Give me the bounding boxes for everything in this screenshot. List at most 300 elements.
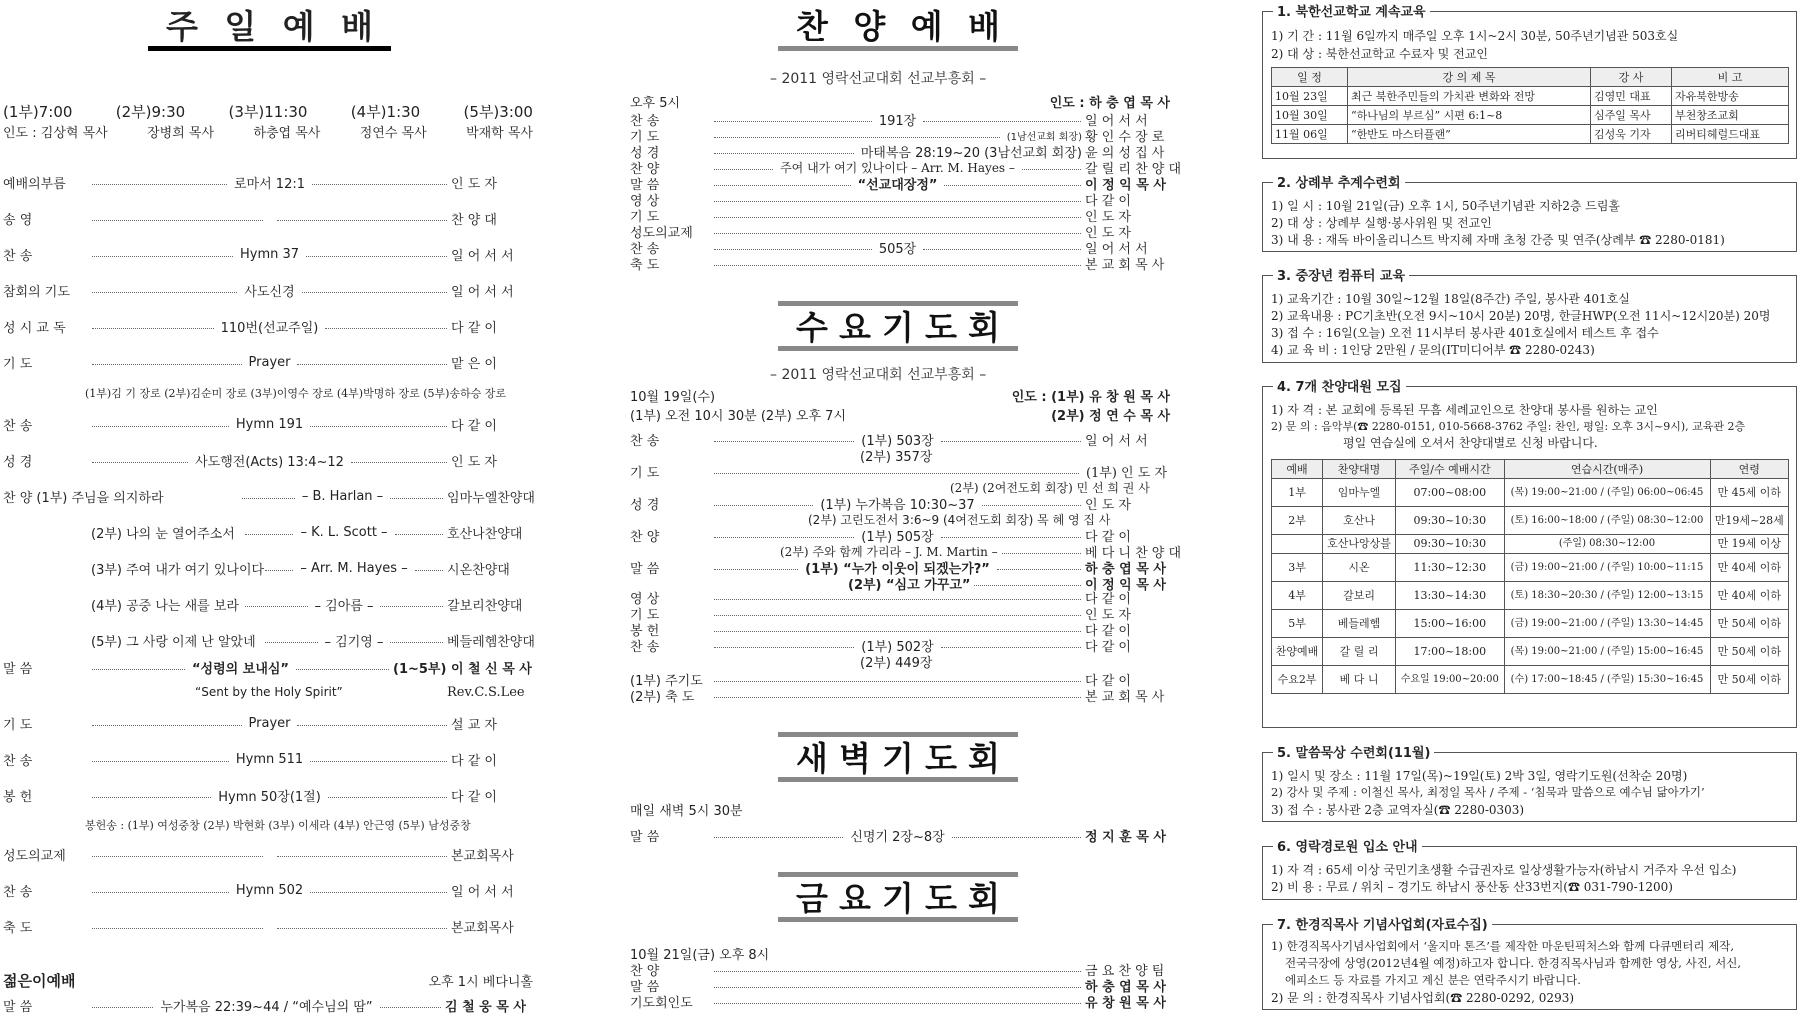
choir-row	[3, 559, 533, 577]
order-label: 영 상	[630, 592, 660, 607]
praise-time: 오후 5시	[630, 95, 681, 111]
table-cell: 11:30~12:30	[1396, 554, 1504, 582]
order-content: 신명기 2장~8장	[850, 829, 945, 845]
order-person: 윤 의 성 집 사	[1085, 146, 1165, 161]
table-cell: 09:30~10:30	[1396, 535, 1504, 554]
table-cell: “한반도 마스터플랜”	[1348, 125, 1591, 144]
choir-composer: – 김아름 –	[314, 598, 374, 614]
title-glyph: 주	[166, 6, 198, 46]
order-row	[3, 451, 533, 469]
service-leader: 박재학 목사	[466, 126, 533, 141]
order-person: 인 도 자	[1085, 226, 1131, 241]
order-label: 말 씀	[630, 980, 660, 995]
choir-song: (3부) 주여 내가 여기 있나이다	[91, 562, 265, 578]
notice-line: 2) 대 상 : 북한선교학교 수료자 및 전교인	[1271, 47, 1488, 61]
notice-choir-recruit	[1262, 380, 1797, 728]
order-person: 이 정 익 목 사	[1085, 178, 1166, 193]
service-leader: 하충엽 목사	[253, 126, 321, 141]
table-header: 비 고	[1671, 68, 1788, 87]
order-row	[3, 245, 533, 263]
notice-word-retreat	[1262, 746, 1797, 822]
title-glyph: 기	[882, 878, 914, 918]
order-person: 정 지 훈 목 사	[1085, 829, 1166, 845]
notice-heading: 3. 중장년 컴퓨터 교육	[1273, 265, 1409, 284]
table-row	[1272, 535, 1789, 554]
table-cell: 호산나앙상블	[1323, 535, 1396, 554]
prayer-people: (1부)김 기 장로 (2부)김순미 장로 (3부)이영수 장로 (4부)박명하 장로 (5부)송하승 장로	[85, 387, 507, 400]
sermon-title: “성령의 보내심”	[192, 661, 289, 677]
table-header: 연습시간(매주)	[1504, 460, 1710, 479]
order-content: Prayer	[248, 715, 291, 731]
order-content: 505장	[878, 242, 917, 257]
choir-name: 호산나찬양대	[447, 526, 523, 542]
notice-heading: 7. 한경직목사 기념사업회(자료수집)	[1273, 914, 1492, 933]
notice-line: 평일 연습실에 오셔서 찬양대별로 신청 바랍니다.	[1343, 436, 1598, 450]
order-label: 찬 송	[630, 242, 660, 257]
table-cell: 10월 23일	[1272, 87, 1348, 106]
notice-north-korea-mission	[1262, 5, 1797, 159]
order-label: 참회의 기도	[3, 284, 70, 300]
order-row	[3, 881, 533, 899]
dawn-prayer-banner	[778, 732, 1018, 782]
table-row	[1272, 125, 1789, 144]
table-cell: 만19세~28세	[1710, 507, 1789, 535]
order-content: 사도행전(Acts) 13:4~12	[195, 454, 344, 470]
order-person: 다 같 이	[1085, 674, 1131, 689]
order-content: “선교대장정”	[857, 178, 938, 193]
order-label: 성 경	[630, 497, 660, 513]
notice-line: 3) 접 수 : 봉사관 2층 교역자실(☎ 2280-0303)	[1271, 803, 1525, 817]
order-label: 봉 헌	[3, 789, 33, 805]
order-label: (2부) 축 도	[630, 690, 695, 705]
table-cell: 3부	[1272, 554, 1323, 582]
order-label: 기 도	[630, 608, 660, 623]
notice-heading: 1. 북한선교학교 계속교육	[1273, 1, 1430, 20]
table-cell: 13:30~14:30	[1396, 582, 1504, 610]
wednesday-leader: 인도 : (1부) 유 창 원 목 사	[1011, 389, 1170, 405]
order-person: 하 충 엽 목 사	[1085, 561, 1166, 577]
order-row	[3, 317, 533, 335]
order-label: 말 씀	[630, 829, 660, 845]
notice-line: 1) 자 격 : 본 교회에 등록된 무흠 세례교인으로 찬양대 봉사를 원하는 교인	[1271, 403, 1658, 417]
order-person: 인 도 자	[451, 176, 497, 192]
service-leader: 정연수 목사	[359, 126, 427, 141]
service-time: (5부)3:00	[463, 103, 533, 121]
order-label: 성도의교제	[3, 848, 66, 864]
youth-sermon-preacher: 김 철 웅 목 사	[445, 999, 526, 1015]
choir-composer: – B. Harlan –	[301, 488, 384, 504]
order-content: 110번(선교주일)	[220, 320, 319, 336]
table-header: 강 사	[1590, 68, 1671, 87]
table-header-row	[1272, 460, 1789, 479]
order-content: Hymn 191	[235, 416, 304, 432]
order-label: 말 씀	[630, 178, 660, 193]
order-content: Hymn 37	[239, 246, 300, 262]
title-glyph: 양	[853, 6, 886, 46]
table-cell: 만 19세 이상	[1710, 535, 1789, 554]
table-cell: 11월 06일	[1272, 125, 1348, 144]
choir-table	[1271, 459, 1789, 694]
title-glyph: 배	[341, 6, 373, 46]
table-header-row	[1272, 68, 1789, 87]
choir-composer: – K. L. Scott –	[300, 524, 388, 540]
notice-computer-education	[1262, 269, 1797, 363]
order-content: Hymn 502	[235, 882, 304, 898]
table-cell: 2부	[1272, 507, 1323, 535]
notice-heading: 6. 영락경로원 입소 안내	[1273, 836, 1422, 855]
praise-header	[630, 92, 1170, 110]
youth-service-title: 젊은이예배	[3, 971, 76, 990]
table-row	[1272, 582, 1789, 610]
order-label: 기 도	[630, 210, 660, 225]
order-content: (2부) 357장	[860, 449, 933, 465]
table-cell: 만 50세 이하	[1710, 666, 1789, 694]
choir-song: 찬 양 (1부) 주님을 의지하라	[3, 490, 164, 506]
order-label: 기도회인도	[630, 996, 693, 1011]
order-content: Hymn 50장(1절)	[218, 789, 321, 805]
order-content: (1부) “누가 이웃이 되겠는가?”	[805, 561, 990, 577]
order-person: 인 도 자	[451, 454, 497, 470]
lecture-table	[1271, 67, 1789, 144]
friday-date: 10월 21일(금) 오후 8시	[630, 947, 770, 963]
order-label: 기 도	[630, 465, 660, 481]
order-content: Prayer	[248, 354, 291, 370]
order-row	[3, 415, 533, 433]
notice-nursing-home	[1262, 840, 1797, 900]
table-cell: 09:30~10:30	[1396, 507, 1504, 535]
order-person: 유 창 원 목 사	[1085, 996, 1166, 1011]
table-row	[1272, 638, 1789, 666]
notice-memorial-society	[1262, 918, 1797, 1010]
order-person: 인 도 자	[1085, 497, 1131, 513]
praise-leader: 인도 : 하 충 엽 목 사	[1049, 95, 1170, 111]
youth-sermon-title: 누가복음 22:39~44 / “예수님의 땀”	[160, 999, 373, 1015]
order-person: 다 같 이	[1085, 194, 1131, 209]
order-row	[630, 994, 1170, 1009]
order-label: (1부) 주기도	[630, 674, 703, 689]
notice-line: 1) 교육기간 : 10월 30일~12월 18일(8주간) 주일, 봉사관 401호실	[1271, 292, 1630, 306]
title-glyph: 기	[882, 738, 914, 778]
order-person: 금 요 찬 양 팀	[1085, 964, 1165, 979]
table-cell: 최근 북한주민들의 가치관 변화와 전망	[1348, 87, 1591, 106]
title-glyph: 찬	[796, 6, 828, 46]
order-content: 주여 내가 여기 있나이다 – Arr. M. Hayes –	[780, 161, 1015, 175]
title-glyph: 기	[882, 307, 914, 347]
wednesday-title	[778, 307, 1018, 347]
order-person: 다 같 이	[1085, 640, 1131, 655]
table-cell: 부천창조교회	[1671, 106, 1788, 125]
dawn-prayer-title	[778, 738, 1018, 778]
youth-sermon-row	[3, 996, 533, 1014]
order-label: 축 도	[3, 920, 33, 936]
table-cell: (금) 19:00~21:00 / (주일) 13:30~14:45	[1504, 610, 1710, 638]
choir-row	[3, 595, 533, 613]
sunday-service-banner	[148, 0, 391, 51]
table-cell: (금) 19:00~21:00 / (주일) 10:00~11:15	[1504, 554, 1710, 582]
title-glyph: 회	[968, 878, 1000, 918]
notice-line: 1) 자 격 : 65세 이상 국민기초생활 수급권자로 일상생활가능자(하남시 거주자 우선 입소)	[1271, 863, 1737, 877]
table-header: 일 정	[1272, 68, 1348, 87]
order-person: 다 같 이	[451, 753, 497, 769]
title-glyph: 예	[282, 6, 315, 46]
table-cell: 만 40세 이하	[1710, 554, 1789, 582]
order-person: 갈 릴 리 찬 양 대	[1085, 162, 1182, 177]
order-person: 인 도 자	[1085, 608, 1131, 623]
order-content: 사도신경	[244, 284, 295, 300]
notice-line: 2) 비 용 : 무료 / 위치 – 경기도 하남시 풍산동 산33번지(☎ 031-790-1200)	[1271, 880, 1673, 894]
table-row	[1272, 666, 1789, 694]
notice-line: 2) 대 상 : 상례부 실행·봉사위원 및 전교인	[1271, 216, 1492, 230]
order-row	[630, 978, 1170, 993]
order-content: (1부) 누가복음 10:30~37	[820, 497, 975, 513]
service-leaders	[3, 122, 533, 141]
table-header: 주일/수 예배시간	[1396, 460, 1504, 479]
dawn-time: 매일 새벽 5시 30분	[630, 803, 743, 819]
order-person: 일 어 서 서	[451, 284, 514, 300]
table-cell: (수) 17:00~18:45 / (주일) 15:30~16:45	[1504, 666, 1710, 694]
table-cell: “하나님의 부르심” 시편 6:1~8	[1348, 106, 1591, 125]
service-time: (4부)1:30	[350, 103, 421, 121]
table-cell: 리버티헤럴드대표	[1671, 125, 1788, 144]
order-row	[3, 353, 533, 371]
notice-line: 1) 기 간 : 11월 6일까지 매주일 오후 1시~2시 30분, 50주년기념관 503호실	[1271, 29, 1679, 43]
table-cell: 찬양예배	[1272, 638, 1323, 666]
order-person: 이 정 익 목 사	[1085, 577, 1166, 593]
table-cell: 17:00~18:00	[1396, 638, 1504, 666]
service-times	[3, 101, 533, 122]
table-row	[1272, 87, 1789, 106]
order-label: 찬 송	[630, 433, 660, 449]
sermon-english-preacher: Rev.C.S.Lee	[447, 684, 525, 700]
order-row	[3, 281, 533, 299]
table-cell: 만 50세 이하	[1710, 638, 1789, 666]
table-cell: 5부	[1272, 610, 1323, 638]
table-row	[1272, 610, 1789, 638]
youth-service-header	[3, 971, 533, 989]
title-glyph: 수	[796, 307, 828, 347]
service-leader: 장병희 목사	[147, 126, 215, 141]
order-row	[3, 209, 533, 227]
service-time: (3부)11:30	[228, 103, 308, 121]
title-glyph: 회	[968, 307, 1000, 347]
table-row	[1272, 554, 1789, 582]
sermon-row	[3, 658, 533, 676]
order-person: 하 충 엽 목 사	[1085, 980, 1166, 995]
order-person: 일 어 서 서	[1085, 114, 1148, 129]
choir-row	[3, 631, 533, 649]
wednesday-time: (1부) 오전 10시 30분 (2부) 오후 7시	[630, 408, 847, 424]
choir-composer: – 김기영 –	[324, 634, 384, 650]
notice-line: 3) 접 수 : 16일(오늘) 오전 11시부터 봉사관 401호실에서 테스트 후 접수	[1271, 326, 1659, 340]
order-label: 찬 송	[630, 640, 660, 655]
title-glyph: 새	[796, 738, 828, 778]
order-person: 다 같 이	[451, 418, 497, 434]
order-person: 본 교 회 목 사	[1085, 690, 1165, 705]
notice-heading: 5. 말씀묵상 수련회(11월)	[1273, 742, 1434, 761]
order-label: 말 씀	[3, 999, 33, 1015]
table-cell: (토) 18:30~20:30 / (주일) 12:00~13:15	[1504, 582, 1710, 610]
order-content: (1부) 502장	[861, 640, 934, 655]
choir-name: 시온찬양대	[447, 562, 510, 578]
order-content: (2부) 449장	[860, 656, 933, 671]
table-cell: (목) 19:00~21:00 / (주일) 15:00~16:45	[1504, 638, 1710, 666]
order-content: (2부) “심고 가꾸고”	[848, 577, 971, 593]
notice-line: 4) 교 육 비 : 1인당 2만원 / 문의(IT미디어부 ☎ 2280-0243)	[1271, 343, 1595, 357]
order-person: 일 어 서 서	[451, 884, 514, 900]
praise-subtitle: – 2011 영락선교대회 선교부흥회 –	[770, 71, 987, 87]
notice-line: 1) 일 시 : 10월 21일(금) 오후 1시, 50주년기념관 지하2층 드림홀	[1271, 199, 1621, 213]
order-person: 인 도 자	[1085, 210, 1131, 225]
order-person: 찬 양 대	[451, 212, 497, 228]
order-label: 찬 송	[3, 753, 33, 769]
notice-heading: 4. 7개 찬양대원 모집	[1273, 376, 1406, 395]
table-cell: 만 40세 이하	[1710, 582, 1789, 610]
table-cell: 수요2부	[1272, 666, 1323, 694]
order-label: 찬 양	[630, 964, 660, 979]
order-label: 찬 양	[630, 529, 660, 545]
title-glyph: 도	[925, 878, 957, 918]
wednesday-subtitle: – 2011 영락선교대회 선교부흥회 –	[770, 367, 987, 383]
table-header: 강 의 제 목	[1348, 68, 1591, 87]
notice-funeral-retreat	[1262, 176, 1797, 252]
choir-name: 갈보리찬양대	[447, 598, 523, 614]
choir-row	[3, 523, 533, 541]
order-label: 성 경	[3, 454, 33, 470]
order-row	[3, 750, 533, 768]
praise-service-banner	[778, 0, 1018, 51]
order-label: 찬 송	[3, 248, 33, 264]
order-person: 다 같 이	[451, 320, 497, 336]
order-person: 본 교 회 목 사	[1085, 258, 1165, 273]
order-person: 다 같 이	[1085, 529, 1131, 545]
table-cell: 호산나	[1323, 507, 1396, 535]
title-glyph: 요	[839, 878, 871, 918]
title-glyph: 일	[224, 6, 257, 46]
friday-prayer-banner	[778, 872, 1018, 922]
table-cell: (토) 16:00~18:00 / (주일) 08:30~12:00	[1504, 507, 1710, 535]
table-row	[1272, 479, 1789, 507]
choir-name: 베들레헴찬양대	[447, 634, 535, 650]
table-cell: 10월 30일	[1272, 106, 1348, 125]
title-glyph: 도	[925, 307, 957, 347]
table-row	[1272, 507, 1789, 535]
order-content: (2부) 주와 함께 가리라 – J. M. Martin –	[780, 544, 998, 559]
notice-line: 전국극장에 상영(2012년4월 예정)하고자 합니다. 한경직목사님과 함께한 영상, 사진, 서신,	[1285, 956, 1742, 970]
dawn-sermon-row	[630, 826, 1170, 844]
order-row	[3, 173, 533, 191]
title-glyph: 회	[968, 738, 1000, 778]
order-content: (2부) 고린도전서 3:6~9 (4여전도회 회장) 목 혜 영 집 사	[808, 512, 1111, 527]
sunday-service-title	[148, 6, 391, 46]
wednesday-date: 10월 19일(수)	[630, 389, 716, 405]
order-content: (1부) 인 도 자	[1085, 465, 1167, 481]
order-content: (1부) 503장	[861, 433, 934, 449]
table-cell: 4부	[1272, 582, 1323, 610]
choir-song: (5부) 그 사랑 이제 난 알았네	[91, 634, 256, 650]
table-cell: 15:00~16:00	[1396, 610, 1504, 638]
table-cell: 만 45세 이하	[1710, 479, 1789, 507]
order-label: 기 도	[630, 130, 660, 145]
order-content: (2부) (2여전도회 회장) 민 선 희 권 사	[950, 480, 1150, 495]
order-label: 영 상	[630, 194, 660, 209]
order-label: 찬 송	[630, 114, 660, 129]
table-cell: 자유북한방송	[1671, 87, 1788, 106]
notice-line: 1) 한경직목사기념사업회에서 ‘울지마 톤즈’를 제작한 마운틴픽처스와 함께 다큐멘터리 제작,	[1271, 939, 1735, 953]
service-leader: 인도 : 김상혁 목사	[3, 126, 108, 141]
order-label: 말 씀	[3, 661, 33, 677]
table-cell: 수요일 19:00~20:00	[1396, 666, 1504, 694]
title-glyph: 도	[925, 738, 957, 778]
order-row	[3, 917, 533, 935]
order-label: 찬 송	[3, 418, 33, 434]
order-content: 마태복음 28:19~20 (3남선교회 회장)	[860, 146, 1082, 161]
order-label: 예배의부름	[3, 176, 66, 192]
table-cell: 베들레헴	[1323, 610, 1396, 638]
table-cell: 임마누엘	[1323, 479, 1396, 507]
table-cell: (목) 19:00~21:00 / (주일) 06:00~06:45	[1504, 479, 1710, 507]
order-content: 191장	[878, 114, 917, 129]
table-header: 예배	[1272, 460, 1323, 479]
choir-row	[3, 487, 533, 505]
title-glyph: 예	[910, 6, 943, 46]
wednesday-banner	[778, 301, 1018, 351]
order-row	[630, 962, 1170, 977]
order-label: 봉 헌	[630, 624, 660, 639]
order-person: 일 어 서 서	[1085, 242, 1148, 257]
order-person: 베 다 니 찬 양 대	[1085, 545, 1182, 561]
order-content: Hymn 511	[235, 751, 304, 767]
table-header: 찬양대명	[1323, 460, 1396, 479]
title-glyph: 배	[968, 6, 1000, 46]
table-cell: (주일) 08:30~12:00	[1504, 535, 1710, 554]
offering-people: 봉헌송 : (1부) 여성중창 (2부) 박현화 (3부) 이세라 (4부) 안근영 (5부) 남성중창	[85, 819, 471, 832]
order-person: 황 인 수 장 로	[1085, 130, 1165, 145]
notice-line: 2) 강사 및 주제 : 이철신 목사, 최정일 목사 / 주제 - ‘침묵과 말씀으로 예수님 닮아가기’	[1271, 785, 1705, 799]
order-person: 일 어 서 서	[451, 248, 514, 264]
title-glyph: 금	[796, 878, 828, 918]
order-label: 성 경	[630, 146, 660, 161]
order-label: 찬 송	[3, 884, 33, 900]
table-header: 연령	[1710, 460, 1789, 479]
notice-line: 2) 문 의 : 한경직목사 기념사업회(☎ 2280-0292, 0293)	[1271, 991, 1575, 1005]
table-cell: 베 다 니	[1323, 666, 1396, 694]
order-person: 다 같 이	[451, 789, 497, 805]
order-label: 축 도	[630, 258, 660, 273]
table-cell	[1272, 535, 1323, 554]
order-content: (1남선교회 회장)	[1006, 132, 1082, 143]
notice-line: 2) 교육내용 : PC기초반(오전 9시~10시 20분) 20명, 한글HWP(오전 11시~12시20분) 20명	[1271, 309, 1771, 323]
sermon-english-row	[3, 683, 533, 701]
order-label: 기 도	[3, 356, 33, 372]
table-cell: 김영민 대표	[1590, 87, 1671, 106]
order-label: 송 영	[3, 212, 33, 228]
order-person: 맡 은 이	[451, 356, 497, 372]
notice-heading: 2. 상례부 추계수련회	[1273, 172, 1405, 191]
wednesday-leader-2: (2부) 정 연 수 목 사	[1051, 408, 1170, 424]
table-cell: 갈보리	[1323, 582, 1396, 610]
order-content: 로마서 12:1	[234, 176, 305, 192]
choir-song: (2부) 나의 눈 열어주소서	[91, 526, 235, 542]
order-person: 본교회목사	[451, 848, 514, 864]
order-row	[3, 714, 533, 732]
notice-line: 3) 내 용 : 재독 바이올리니스트 박지혜 자매 초청 간증 및 연주(상례부 ☎ 2280-0181)	[1271, 233, 1725, 247]
sermon-english-title: “Sent by the Holy Spirit”	[195, 685, 343, 699]
order-person: 일 어 서 서	[1085, 433, 1148, 449]
table-cell: 1부	[1272, 479, 1323, 507]
friday-prayer-title	[778, 878, 1018, 918]
table-cell: 07:00~08:00	[1396, 479, 1504, 507]
choir-song: (4부) 공중 나는 새를 보라	[91, 598, 239, 614]
